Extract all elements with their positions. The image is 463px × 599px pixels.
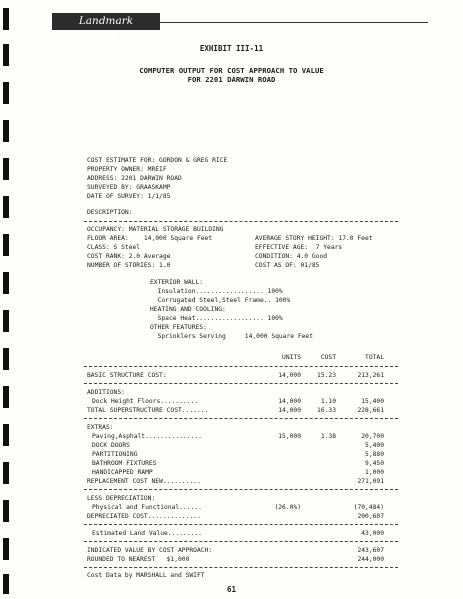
depreciation-item-label: Physical and Functional...... xyxy=(92,504,202,511)
extra-total: 5,400 xyxy=(365,442,384,449)
feature-line: Sprinklers Serving 14,000 Square Feet xyxy=(150,333,314,340)
addition-cost: 1.10 xyxy=(320,398,336,405)
binding-mark xyxy=(3,462,9,484)
feature-line: Insulation.................. 100% xyxy=(150,288,283,295)
binding-mark xyxy=(3,8,9,30)
land-value-label: Estimated Land Value......... xyxy=(92,530,202,537)
property-owner: PROPERTY OWNER: MREIF xyxy=(87,166,167,173)
feature-line: Space Heat.................. 100% xyxy=(150,315,283,322)
binding-mark xyxy=(3,158,9,180)
detail-effective-age: EFFECTIVE AGE: 7 Years xyxy=(255,244,343,251)
survey-date: DATE OF SURVEY: 1/1/85 xyxy=(87,193,171,200)
extras-label: EXTRAS: xyxy=(87,424,114,431)
description-label: DESCRIPTION: xyxy=(87,209,133,216)
address: ADDRESS: 2201 DARWIN ROAD xyxy=(87,175,182,182)
divider xyxy=(84,383,398,384)
binding-mark xyxy=(3,82,9,104)
basic-units: 14,000 xyxy=(278,372,301,379)
basic-cost: 15.23 xyxy=(317,372,336,379)
replacement-total: 271,091 xyxy=(357,478,384,485)
indicated-value-label: INDICATED VALUE BY COST APPROACH: xyxy=(87,547,213,554)
page-number: 61 xyxy=(226,585,237,594)
depreciation-total: (70,484) xyxy=(353,504,384,511)
extra-label: Paving,Asphalt............... xyxy=(92,433,202,440)
detail-cost-rank: COST RANK: 2.0 Average xyxy=(87,253,171,260)
estimate-for: COST ESTIMATE FOR: GORDON & GREG RICE xyxy=(87,157,228,164)
feature-line: EXTERIOR WALL: xyxy=(150,279,204,286)
land-value-total: 43,000 xyxy=(361,530,384,537)
page-title-line2: FOR 2201 DARWIN ROAD xyxy=(187,75,276,84)
binding-mark xyxy=(3,120,9,142)
binding-mark xyxy=(3,500,9,522)
superstructure-total: 228,661 xyxy=(357,407,384,414)
extra-total: 9,450 xyxy=(365,460,384,467)
superstructure-units: 14,000 xyxy=(278,407,301,414)
divider xyxy=(84,567,398,568)
footer-source: Cost Data by MARSHALL and SWIFT xyxy=(87,572,205,579)
replacement-label: REPLACEMENT COST NEW.......... xyxy=(87,478,201,485)
feature-line: HEATING AND COOLING: xyxy=(150,306,226,313)
extra-label: PARTITIONING xyxy=(92,451,138,458)
detail-condition: CONDITION: 4.0 Good xyxy=(255,253,328,260)
additions-label: ADDITIONS: xyxy=(87,389,125,396)
depreciated-cost-total: 200,607 xyxy=(357,513,384,520)
detail-story-height: AVERAGE STORY HEIGHT: 17.0 Feet xyxy=(255,235,373,242)
exhibit-label: EXHIBIT III-11 xyxy=(199,44,264,53)
superstructure-cost: 16.33 xyxy=(317,407,336,414)
addition-label: Dock Height Floors.......... xyxy=(92,398,199,405)
divider xyxy=(84,418,398,419)
company-logo: Landmark Research, Inc. xyxy=(52,13,160,30)
column-units: UNITS xyxy=(282,354,301,361)
binding-mark xyxy=(3,272,9,294)
addition-total: 15,400 xyxy=(361,398,384,405)
feature-line: OTHER FEATURES: xyxy=(150,324,207,331)
detail-occupancy: OCCUPANCY: MATERIAL STORAGE BUILDING xyxy=(87,226,224,233)
binding-mark xyxy=(3,196,9,218)
divider xyxy=(84,366,398,367)
superstructure-label: TOTAL SUPERSTRUCTURE COST....... xyxy=(87,407,209,414)
divider xyxy=(84,489,398,490)
binding-mark xyxy=(3,348,9,370)
binding-mark xyxy=(3,310,9,332)
surveyed-by: SURVEYED BY: GRAASKAMP xyxy=(87,184,171,191)
depreciated-cost-label: DEPRECIATED COST.............. xyxy=(87,513,201,520)
column-total: TOTAL xyxy=(365,354,384,361)
binding-mark xyxy=(3,386,9,408)
extra-total: 20,700 xyxy=(361,433,384,440)
depreciation-percent: (26.0%) xyxy=(274,504,301,511)
divider xyxy=(84,524,398,525)
extra-label: HANDICAPPED RAMP xyxy=(92,469,153,476)
detail-class: CLASS: S Steel xyxy=(87,244,141,251)
page-title-line1: COMPUTER OUTPUT FOR COST APPROACH TO VALUE xyxy=(139,66,324,75)
binding-mark xyxy=(3,234,9,256)
rounded-value-total: 244,000 xyxy=(357,556,384,563)
extra-label: DOCK DOORS xyxy=(92,442,130,449)
binding-mark xyxy=(3,424,9,446)
extra-label: BATHROOM FIXTURES xyxy=(92,460,157,467)
basic-total: 213,261 xyxy=(357,372,384,379)
detail-floor-area: FLOOR AREA: 14,000 Square Feet xyxy=(87,235,213,242)
divider xyxy=(84,221,398,222)
binding-mark xyxy=(3,538,9,560)
header-rule xyxy=(160,22,428,23)
divider xyxy=(84,541,398,542)
column-cost: COST xyxy=(320,354,336,361)
extra-units: 15,000 xyxy=(278,433,301,440)
addition-units: 14,000 xyxy=(278,398,301,405)
rounded-value-label: ROUNDED TO NEAREST $1,000 xyxy=(87,556,190,563)
extra-total: 1,000 xyxy=(365,469,384,476)
extra-total: 5,880 xyxy=(365,451,384,458)
indicated-value-total: 243,607 xyxy=(357,547,384,554)
feature-line: Corrugated Steel,Steel Frame.. 100% xyxy=(150,297,291,304)
depreciation-label: LESS DEPRECIATION: xyxy=(87,495,156,502)
detail-cost-as-of: COST AS OF: 01/85 xyxy=(255,262,320,269)
detail-stories: NUMBER OF STORIES: 1.0 xyxy=(87,262,171,269)
basic-label: BASIC STRUCTURE COST: xyxy=(87,372,167,379)
extra-cost: 1.38 xyxy=(320,433,336,440)
